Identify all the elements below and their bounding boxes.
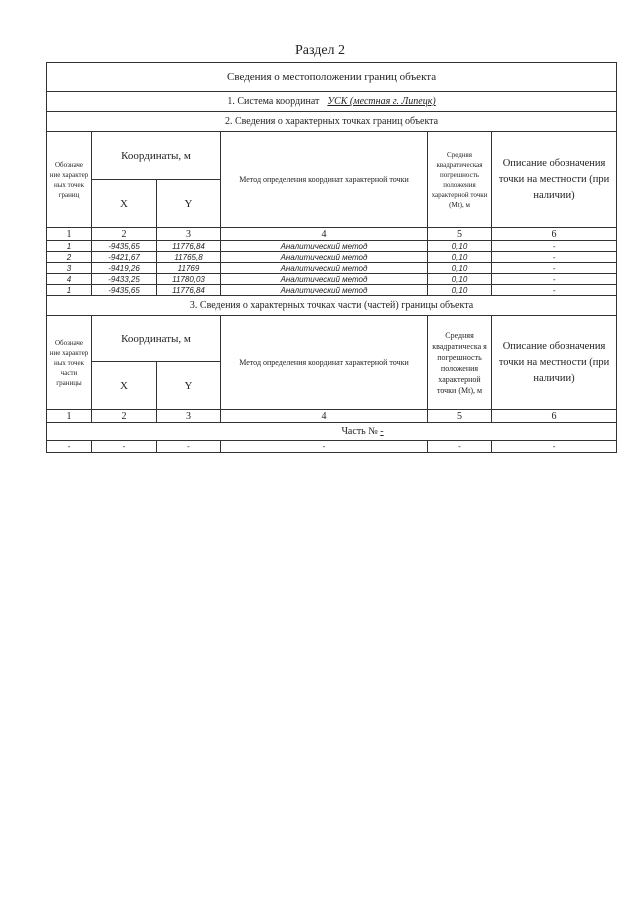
point-cell: 1 (47, 285, 92, 296)
col-number: 3 (157, 228, 221, 241)
desc-cell: - (492, 263, 617, 274)
section-title: Раздел 2 (294, 43, 346, 58)
point-cell: 4 (47, 274, 92, 285)
x-cell: - (92, 441, 157, 453)
col-number: 1 (47, 410, 92, 423)
point-cell: - (47, 441, 92, 453)
col-number: 2 (92, 410, 157, 423)
part-row (47, 423, 617, 441)
block1-header-coords: Координаты, м (92, 132, 221, 180)
method-cell: - (221, 441, 428, 453)
boundary-table (46, 62, 617, 453)
method-cell: Аналитический метод (221, 241, 428, 252)
col-number: 4 (221, 410, 428, 423)
method-cell: Аналитический метод (221, 274, 428, 285)
block2-header-desc: Описание обозначения точки на местности (при наличии) (492, 316, 617, 410)
method-cell: Аналитический метод (221, 252, 428, 263)
block1-header-method: Метод определения координат характерной точки (221, 132, 428, 228)
y-cell: - (157, 441, 221, 453)
block1-header-point: Обозначе ние характер ных точек границ (47, 132, 92, 228)
col-number: 4 (221, 228, 428, 241)
desc-cell: - (492, 285, 617, 296)
table-title: Сведения о местоположении границ объекта (47, 63, 617, 92)
x-cell: -9419,26 (92, 263, 157, 274)
error-cell: 0,10 (428, 274, 492, 285)
block1-heading: 2. Сведения о характерных точках границ объекта (47, 112, 617, 132)
y-cell: 11776,84 (157, 241, 221, 252)
error-cell: 0,10 (428, 241, 492, 252)
error-cell: - (428, 441, 492, 453)
table-row (47, 274, 617, 285)
x-cell: -9435,65 (92, 285, 157, 296)
error-cell: 0,10 (428, 263, 492, 274)
x-cell: -9433,25 (92, 274, 157, 285)
y-cell: 11769 (157, 263, 221, 274)
table-row (47, 441, 617, 453)
point-cell: 3 (47, 263, 92, 274)
block1-header-error: Средняя квадратическая погрешность положения характерной точки (Mt), м (428, 132, 492, 228)
error-cell: 0,10 (428, 285, 492, 296)
block2-header-method: Метод определения координат характерной точки (221, 316, 428, 410)
block2-header-point: Обозначе ние характер ных точек части границы (47, 316, 92, 410)
x-cell: -9435,65 (92, 241, 157, 252)
block2-header-coords: Координаты, м (92, 316, 221, 362)
block2-header-error: Средняя квадратическа я погрешность положения характерной точки (Mt), м (428, 316, 492, 410)
col-number: 2 (92, 228, 157, 241)
desc-cell: - (492, 241, 617, 252)
coord-system-label: 1. Система координат (227, 96, 320, 107)
col-number: 3 (157, 410, 221, 423)
method-cell: Аналитический метод (221, 285, 428, 296)
block2-header-x: X (92, 362, 157, 410)
block2-header-y: Y (157, 362, 221, 410)
table-row (47, 285, 617, 296)
y-cell: 11765,8 (157, 252, 221, 263)
col-number: 6 (492, 410, 617, 423)
col-number: 5 (428, 410, 492, 423)
method-cell: Аналитический метод (221, 263, 428, 274)
table-row (47, 263, 617, 274)
col-number: 6 (492, 228, 617, 241)
col-number: 1 (47, 228, 92, 241)
y-cell: 11780,03 (157, 274, 221, 285)
table-row (47, 241, 617, 252)
y-cell: 11776,84 (157, 285, 221, 296)
table-row (47, 252, 617, 263)
coord-system-value: УСК (местная г. Липецк) (327, 96, 436, 107)
desc-cell: - (492, 252, 617, 263)
point-cell: 1 (47, 241, 92, 252)
point-cell: 2 (47, 252, 92, 263)
col-number: 5 (428, 228, 492, 241)
block2-heading: 3. Сведения о характерных точках части (частей) границы объекта (47, 296, 617, 316)
part-label: Часть № (341, 426, 378, 437)
desc-cell: - (492, 274, 617, 285)
error-cell: 0,10 (428, 252, 492, 263)
desc-cell: - (492, 441, 617, 453)
block1-header-desc: Описание обозначения точки на местности (при наличии) (492, 132, 617, 228)
coord-system-row (47, 92, 617, 112)
block1-header-y: Y (157, 180, 221, 228)
x-cell: -9421,67 (92, 252, 157, 263)
block1-header-x: X (92, 180, 157, 228)
part-number: - (380, 426, 384, 437)
